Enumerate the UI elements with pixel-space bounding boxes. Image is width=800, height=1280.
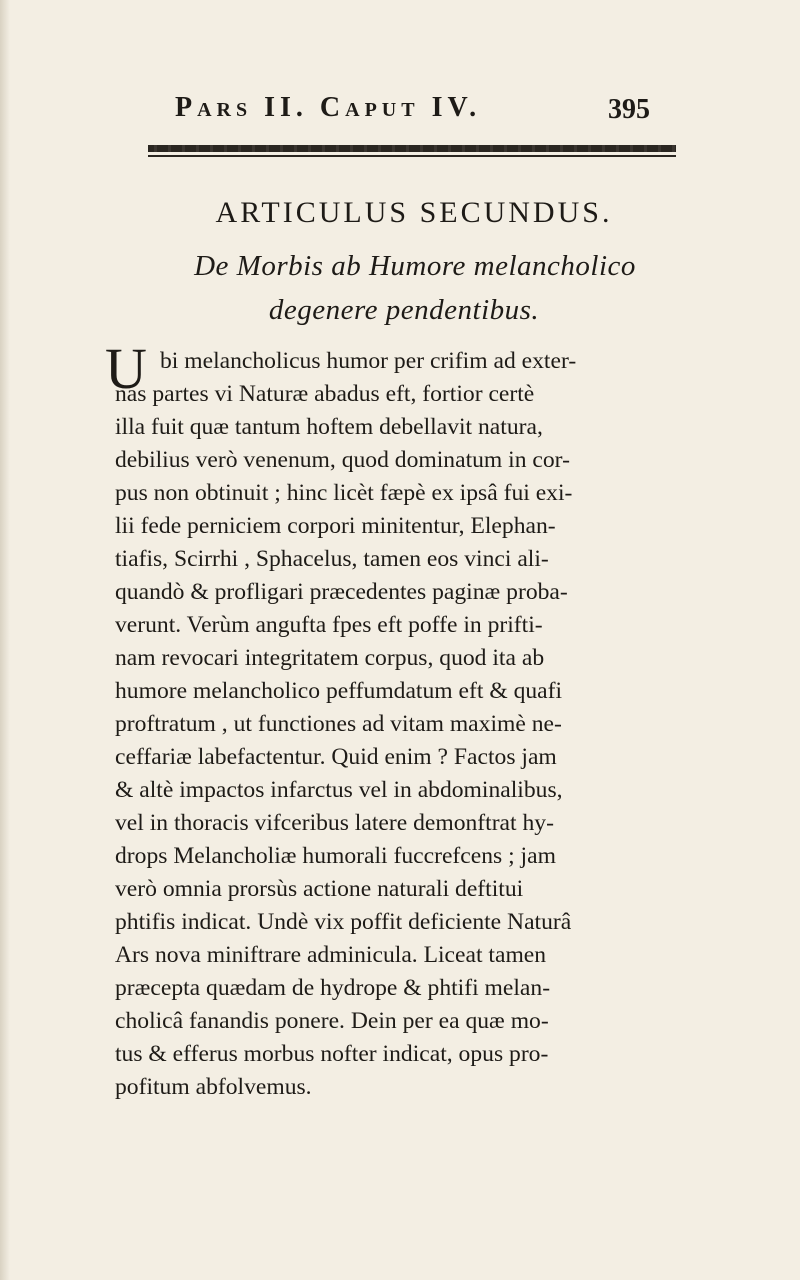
body-line: phtifis indicat. Undè vix poffit deficiente Naturâ <box>115 909 572 935</box>
body-line: quandò & profligari præcedentes paginæ proba- <box>115 579 568 605</box>
body-line: debilius verò venenum, quod dominatum in cor- <box>115 447 570 473</box>
body-line: humore melancholico peffumdatum eft & quafi <box>115 678 563 704</box>
subtitle-line: De Morbis ab Humore melancholico <box>194 250 636 282</box>
running-head: Pars II. Caput IV. <box>175 92 482 123</box>
body-line: lii fede perniciem corpori minitentur, Elephan- <box>115 513 556 539</box>
subtitle-line: degenere pendentibus. <box>268 294 540 326</box>
page-edge <box>0 0 10 1280</box>
body-line: præcepta quædam de hydrope & phtifi melan- <box>115 975 551 1001</box>
body-line: drops Melancholiæ humorali fuccrefcens ; jam <box>115 843 556 869</box>
ornamental-rule <box>148 145 676 152</box>
body-line: pofitum abfolvemus. <box>115 1074 312 1100</box>
body-line: vel in thoracis vifceribus latere demonftrat hy- <box>115 810 554 836</box>
body-line: Ars nova miniftrare adminicula. Liceat tamen <box>115 942 547 968</box>
body-line: nam revocari integritatem corpus, quod ita ab <box>115 645 545 671</box>
body-line: cholicâ fanandis ponere. Dein per ea quæ mo- <box>115 1008 549 1034</box>
body-line: tus & efferus morbus nofter indicat, opus pro- <box>115 1041 549 1067</box>
page-number: 395 <box>608 94 650 125</box>
rule-underline <box>148 155 676 157</box>
body-line: ceffariæ labefactentur. Quid enim ? Factos jam <box>115 744 557 770</box>
body-line: verunt. Verùm angufta fpes eft poffe in prifti- <box>115 612 543 638</box>
body-line: pus non obtinuit ; hinc licèt fæpè ex ipsâ fui exi- <box>115 480 573 506</box>
body-line: proftratum , ut functiones ad vitam maximè ne- <box>115 711 562 737</box>
body-line: nas partes vi Naturæ abadus eft, fortior certè <box>115 381 535 407</box>
body-line: illa fuit quæ tantum hoftem debellavit natura, <box>115 414 543 440</box>
body-line: verò omnia prorsùs actione naturali deftitui <box>115 876 524 902</box>
body-line: & altè impactos infarctus vel in abdominalibus, <box>115 777 563 803</box>
body-line: bi melancholicus humor per crifim ad exter- <box>160 348 577 374</box>
body-line: tiafis, Scirrhi , Sphacelus, tamen eos vinci ali- <box>115 546 549 572</box>
drop-cap: U <box>105 336 147 401</box>
article-title: ARTICULUS SECUNDUS. <box>215 196 613 229</box>
